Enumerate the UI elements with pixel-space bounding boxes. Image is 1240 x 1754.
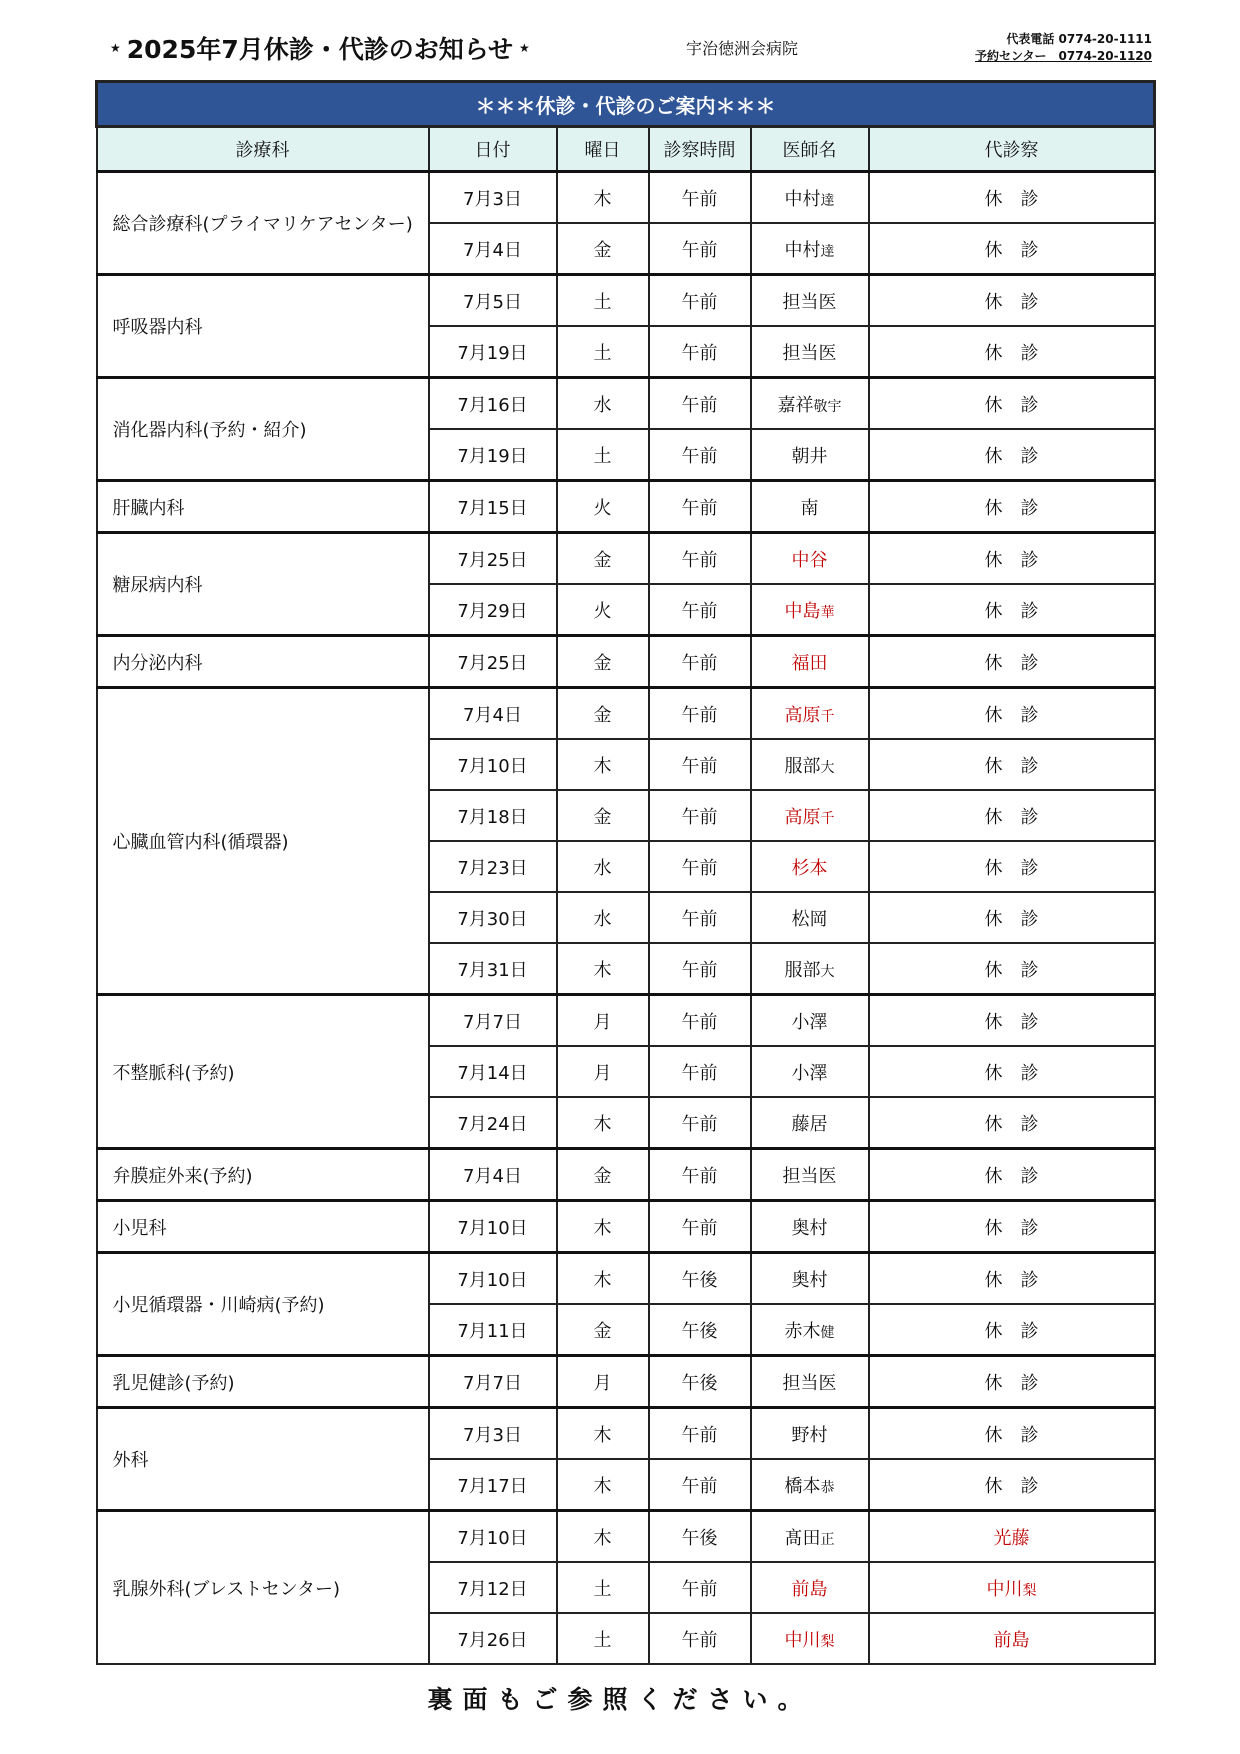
hospital-name: 宇治徳洲会病院 xyxy=(686,39,799,58)
doctor-name: 小澤 xyxy=(791,1011,828,1033)
substitute-cell: 休 診 xyxy=(869,1253,1155,1305)
session-cell: 午前 xyxy=(649,429,751,481)
doctor-cell xyxy=(751,584,869,636)
substitute-cell: 休 診 xyxy=(869,326,1155,378)
table-row xyxy=(97,1511,1155,1563)
substitute-cell: 休 診 xyxy=(869,172,1155,224)
weekday-cell: 金 xyxy=(557,1149,649,1201)
column-headers xyxy=(97,127,1155,172)
weekday-cell: 月 xyxy=(557,1356,649,1408)
doctor-cell xyxy=(751,172,869,224)
date-cell: 7月29日 xyxy=(429,584,557,636)
title-text: 2025年7月休診・代診のお知らせ xyxy=(126,35,513,64)
doctor-name: 服部 xyxy=(784,959,821,981)
col-header-doctor: 医師名 xyxy=(751,127,869,172)
weekday-cell: 木 xyxy=(557,1201,649,1253)
date-cell: 7月30日 xyxy=(429,892,557,943)
doctor-cell xyxy=(751,1201,869,1253)
date-cell: 7月19日 xyxy=(429,326,557,378)
session-cell: 午後 xyxy=(649,1253,751,1305)
table-row xyxy=(97,1408,1155,1460)
weekday-cell: 土 xyxy=(557,1562,649,1613)
weekday-cell: 土 xyxy=(557,275,649,327)
doctor-name: 嘉祥 xyxy=(777,394,814,416)
substitute-cell: 休 診 xyxy=(869,223,1155,275)
session-cell: 午前 xyxy=(649,790,751,841)
table-banner: ＊＊＊休診・代診のご案内＊＊＊ xyxy=(97,82,1155,127)
date-cell: 7月10日 xyxy=(429,1201,557,1253)
session-cell: 午後 xyxy=(649,1304,751,1356)
doctor-cell xyxy=(751,995,869,1047)
substitute-cell: 休 診 xyxy=(869,739,1155,790)
weekday-cell: 火 xyxy=(557,481,649,533)
table-row xyxy=(97,533,1155,585)
department-cell: 肝臓内科 xyxy=(97,481,429,533)
weekday-cell: 木 xyxy=(557,1097,649,1149)
doctor-cell xyxy=(751,1304,869,1356)
doctor-cell xyxy=(751,1149,869,1201)
substitute-cell: 休 診 xyxy=(869,481,1155,533)
department-cell: 乳児健診(予約) xyxy=(97,1356,429,1408)
weekday-cell: 金 xyxy=(557,1304,649,1356)
substitute-doctor: 中川 xyxy=(986,1578,1023,1600)
substitute-cell: 休 診 xyxy=(869,378,1155,430)
session-cell: 午前 xyxy=(649,943,751,995)
doctor-name: 奥村 xyxy=(791,1217,828,1239)
date-cell: 7月10日 xyxy=(429,1511,557,1563)
doctor-name: 中村 xyxy=(784,239,821,261)
session-cell: 午前 xyxy=(649,739,751,790)
doctor-cell xyxy=(751,326,869,378)
doctor-name: 担当医 xyxy=(782,342,837,364)
notice-title xyxy=(104,30,536,66)
doctor-cell xyxy=(751,1253,869,1305)
session-cell: 午前 xyxy=(649,172,751,224)
doctor-name: 藤居 xyxy=(791,1113,828,1135)
substitute-cell: 休 診 xyxy=(869,636,1155,688)
doctor-name: 赤木 xyxy=(784,1320,821,1342)
session-cell: 午前 xyxy=(649,533,751,585)
date-cell: 7月3日 xyxy=(429,1408,557,1460)
session-cell: 午前 xyxy=(649,326,751,378)
weekday-cell: 木 xyxy=(557,1511,649,1563)
doctor-initial: 恭 xyxy=(820,1479,835,1496)
date-cell: 7月25日 xyxy=(429,533,557,585)
department-cell: 呼吸器内科 xyxy=(97,275,429,378)
substitute-cell: 休 診 xyxy=(869,790,1155,841)
phone-main: 代表電話 0774-20-1111 xyxy=(1006,32,1152,46)
department-cell: 消化器内科(予約・紹介) xyxy=(97,378,429,481)
doctor-name: 髙田 xyxy=(784,1527,821,1549)
doctor-initial: 健 xyxy=(820,1324,835,1341)
doctor-name: 杉本 xyxy=(791,857,828,879)
session-cell: 午前 xyxy=(649,1562,751,1613)
weekday-cell: 月 xyxy=(557,1046,649,1097)
substitute-doctor: 前島 xyxy=(993,1629,1030,1651)
session-cell: 午前 xyxy=(649,841,751,892)
session-cell: 午前 xyxy=(649,1201,751,1253)
table-row xyxy=(97,378,1155,430)
date-cell: 7月4日 xyxy=(429,223,557,275)
weekday-cell: 水 xyxy=(557,378,649,430)
doctor-initial: 達 xyxy=(820,243,835,260)
doctor-initial: 華 xyxy=(820,604,835,621)
weekday-cell: 木 xyxy=(557,739,649,790)
doctor-cell xyxy=(751,688,869,740)
date-cell: 7月24日 xyxy=(429,1097,557,1149)
doctor-cell xyxy=(751,1459,869,1511)
col-header-day: 曜日 xyxy=(557,127,649,172)
department-cell: 糖尿病内科 xyxy=(97,533,429,636)
weekday-cell: 土 xyxy=(557,326,649,378)
doctor-cell xyxy=(751,943,869,995)
weekday-cell: 木 xyxy=(557,172,649,224)
session-cell: 午前 xyxy=(649,1613,751,1664)
weekday-cell: 水 xyxy=(557,892,649,943)
date-cell: 7月10日 xyxy=(429,1253,557,1305)
weekday-cell: 木 xyxy=(557,1408,649,1460)
session-cell: 午前 xyxy=(649,1459,751,1511)
doctor-cell xyxy=(751,1356,869,1408)
doctor-name: 中村 xyxy=(784,188,821,210)
session-cell: 午前 xyxy=(649,1097,751,1149)
weekday-cell: 土 xyxy=(557,429,649,481)
weekday-cell: 木 xyxy=(557,1459,649,1511)
department-cell: 不整脈科(予約) xyxy=(97,995,429,1149)
date-cell: 7月4日 xyxy=(429,1149,557,1201)
doctor-name: 橋本 xyxy=(784,1475,821,1497)
substitute-cell xyxy=(869,1613,1155,1664)
substitute-cell: 休 診 xyxy=(869,429,1155,481)
session-cell: 午前 xyxy=(649,584,751,636)
substitute-cell: 休 診 xyxy=(869,275,1155,327)
col-header-dept: 診療科 xyxy=(97,127,429,172)
doctor-cell xyxy=(751,275,869,327)
doctor-initial: 正 xyxy=(820,1531,835,1548)
doctor-name: 担当医 xyxy=(782,291,837,313)
substitute-cell: 休 診 xyxy=(869,1304,1155,1356)
substitute-cell: 休 診 xyxy=(869,1046,1155,1097)
table-row xyxy=(97,172,1155,224)
doctor-initial: 千 xyxy=(820,708,835,725)
session-cell: 午前 xyxy=(649,995,751,1047)
doctor-name: 担当医 xyxy=(782,1165,837,1187)
col-header-substitute: 代診察 xyxy=(869,127,1155,172)
schedule-table xyxy=(95,80,1156,1665)
star-icon-left: ★ xyxy=(110,41,121,55)
doctor-name: 野村 xyxy=(791,1424,828,1446)
department-cell: 弁膜症外来(予約) xyxy=(97,1149,429,1201)
doctor-initial: 梨 xyxy=(820,1633,835,1650)
substitute-cell: 休 診 xyxy=(869,533,1155,585)
table-row xyxy=(97,1149,1155,1201)
doctor-name: 中川 xyxy=(784,1629,821,1651)
doctor-cell xyxy=(751,378,869,430)
doctor-initial: 大 xyxy=(820,759,835,776)
date-cell: 7月31日 xyxy=(429,943,557,995)
weekday-cell: 月 xyxy=(557,995,649,1047)
date-cell: 7月23日 xyxy=(429,841,557,892)
date-cell: 7月26日 xyxy=(429,1613,557,1664)
doctor-cell xyxy=(751,1408,869,1460)
session-cell: 午前 xyxy=(649,636,751,688)
table-row xyxy=(97,995,1155,1047)
doctor-cell xyxy=(751,739,869,790)
substitute-cell: 休 診 xyxy=(869,688,1155,740)
department-cell: 心臓血管内科(循環器) xyxy=(97,688,429,995)
department-cell: 総合診療科(プライマリケアセンター) xyxy=(97,172,429,275)
doctor-name: 朝井 xyxy=(791,445,828,467)
table-row xyxy=(97,1253,1155,1305)
doctor-name: 服部 xyxy=(784,755,821,777)
substitute-cell: 休 診 xyxy=(869,841,1155,892)
table-row xyxy=(97,688,1155,740)
substitute-cell: 休 診 xyxy=(869,1356,1155,1408)
department-cell: 小児循環器・川崎病(予約) xyxy=(97,1253,429,1356)
date-cell: 7月15日 xyxy=(429,481,557,533)
weekday-cell: 金 xyxy=(557,688,649,740)
session-cell: 午後 xyxy=(649,1511,751,1563)
doctor-cell xyxy=(751,533,869,585)
substitute-cell xyxy=(869,1562,1155,1613)
doctor-initial: 千 xyxy=(820,810,835,827)
date-cell: 7月7日 xyxy=(429,995,557,1047)
col-header-date: 日付 xyxy=(429,127,557,172)
table-row xyxy=(97,275,1155,327)
department-cell: 内分泌内科 xyxy=(97,636,429,688)
substitute-cell: 休 診 xyxy=(869,943,1155,995)
date-cell: 7月4日 xyxy=(429,688,557,740)
weekday-cell: 土 xyxy=(557,1613,649,1664)
substitute-cell: 休 診 xyxy=(869,1097,1155,1149)
date-cell: 7月18日 xyxy=(429,790,557,841)
date-cell: 7月10日 xyxy=(429,739,557,790)
date-cell: 7月5日 xyxy=(429,275,557,327)
date-cell: 7月17日 xyxy=(429,1459,557,1511)
session-cell: 午前 xyxy=(649,378,751,430)
footer-note: 裏面もご参照ください。 xyxy=(427,1685,813,1714)
substitute-cell: 休 診 xyxy=(869,892,1155,943)
contact-info xyxy=(975,31,1152,65)
session-cell: 午前 xyxy=(649,1046,751,1097)
doctor-name: 高原 xyxy=(784,704,821,726)
doctor-cell xyxy=(751,481,869,533)
substitute-doctor: 光藤 xyxy=(993,1527,1030,1549)
session-cell: 午前 xyxy=(649,275,751,327)
doctor-name: 中谷 xyxy=(791,549,828,571)
date-cell: 7月12日 xyxy=(429,1562,557,1613)
weekday-cell: 火 xyxy=(557,584,649,636)
doctor-name: 担当医 xyxy=(782,1372,837,1394)
doctor-name: 松岡 xyxy=(791,908,828,930)
session-cell: 午前 xyxy=(649,481,751,533)
weekday-cell: 金 xyxy=(557,223,649,275)
session-cell: 午前 xyxy=(649,223,751,275)
date-cell: 7月7日 xyxy=(429,1356,557,1408)
doctor-name: 福田 xyxy=(791,652,828,674)
weekday-cell: 金 xyxy=(557,790,649,841)
date-cell: 7月19日 xyxy=(429,429,557,481)
session-cell: 午前 xyxy=(649,1408,751,1460)
substitute-initial: 梨 xyxy=(1022,1582,1037,1599)
session-cell: 午後 xyxy=(649,1356,751,1408)
doctor-name: 高原 xyxy=(784,806,821,828)
doctor-cell xyxy=(751,790,869,841)
department-cell: 小児科 xyxy=(97,1201,429,1253)
table-row xyxy=(97,1356,1155,1408)
doctor-cell xyxy=(751,223,869,275)
doctor-initial: 達 xyxy=(820,192,835,209)
doctor-name: 小澤 xyxy=(791,1062,828,1084)
doctor-cell xyxy=(751,1097,869,1149)
session-cell: 午前 xyxy=(649,1149,751,1201)
date-cell: 7月11日 xyxy=(429,1304,557,1356)
substitute-cell: 休 診 xyxy=(869,584,1155,636)
doctor-initial: 敬宇 xyxy=(813,398,842,415)
department-cell: 乳腺外科(ブレストセンター) xyxy=(97,1511,429,1665)
doctor-initial: 大 xyxy=(820,963,835,980)
doctor-cell xyxy=(751,1511,869,1563)
doctor-name: 前島 xyxy=(791,1578,828,1600)
doctor-cell xyxy=(751,1562,869,1613)
weekday-cell: 木 xyxy=(557,1253,649,1305)
date-cell: 7月14日 xyxy=(429,1046,557,1097)
table-row xyxy=(97,636,1155,688)
date-cell: 7月25日 xyxy=(429,636,557,688)
doctor-cell xyxy=(751,1046,869,1097)
substitute-cell: 休 診 xyxy=(869,1149,1155,1201)
doctor-cell xyxy=(751,841,869,892)
doctor-cell xyxy=(751,892,869,943)
substitute-cell: 休 診 xyxy=(869,1408,1155,1460)
col-header-time: 診察時間 xyxy=(649,127,751,172)
table-row xyxy=(97,1201,1155,1253)
substitute-cell xyxy=(869,1511,1155,1563)
department-cell: 外科 xyxy=(97,1408,429,1511)
table-row xyxy=(97,481,1155,533)
date-cell: 7月3日 xyxy=(429,172,557,224)
doctor-name: 南 xyxy=(800,497,819,519)
substitute-cell: 休 診 xyxy=(869,1459,1155,1511)
doctor-name: 奥村 xyxy=(791,1269,828,1291)
doctor-cell xyxy=(751,636,869,688)
star-icon-right: ★ xyxy=(519,41,530,55)
date-cell: 7月16日 xyxy=(429,378,557,430)
session-cell: 午前 xyxy=(649,892,751,943)
substitute-cell: 休 診 xyxy=(869,1201,1155,1253)
phone-reserve: 予約センター 0774-20-1120 xyxy=(975,49,1152,63)
weekday-cell: 金 xyxy=(557,636,649,688)
session-cell: 午前 xyxy=(649,688,751,740)
weekday-cell: 金 xyxy=(557,533,649,585)
doctor-cell xyxy=(751,429,869,481)
weekday-cell: 木 xyxy=(557,943,649,995)
substitute-cell: 休 診 xyxy=(869,995,1155,1047)
weekday-cell: 水 xyxy=(557,841,649,892)
doctor-name: 中島 xyxy=(784,600,821,622)
doctor-cell xyxy=(751,1613,869,1664)
